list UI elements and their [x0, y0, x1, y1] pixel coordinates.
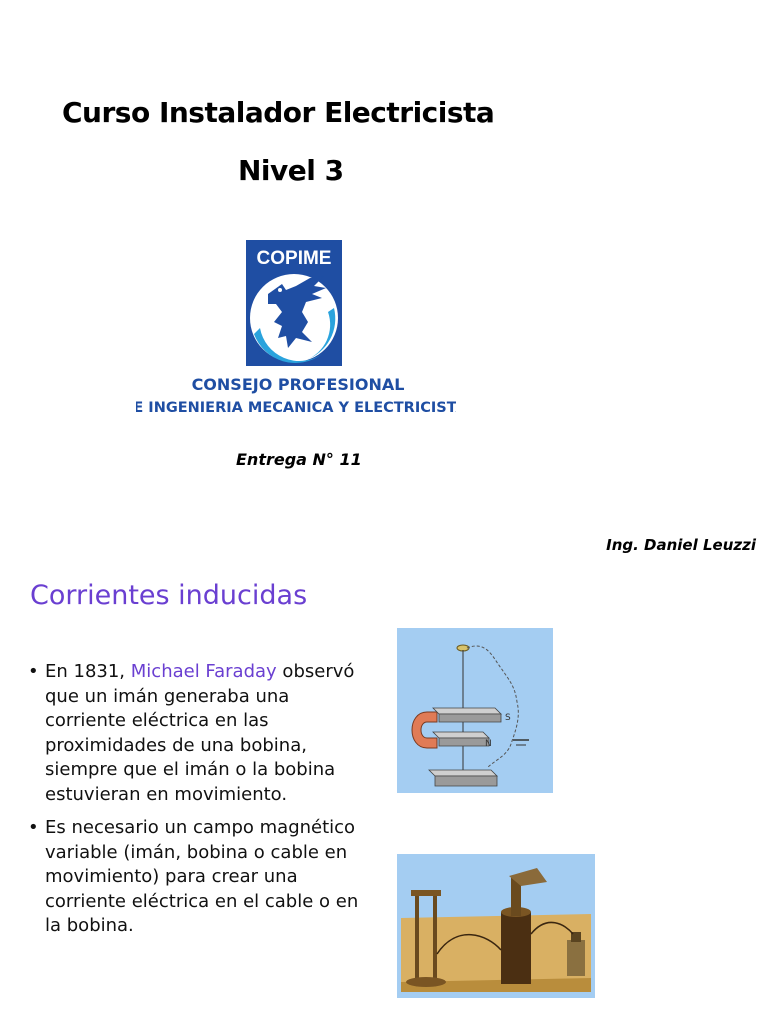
delivery-number: Entrega N° 11	[236, 450, 362, 469]
pole-s-label: S	[505, 713, 511, 723]
logo-line-2: DE INGENIERIA MECANICA Y ELECTRICISTA	[136, 400, 456, 416]
author-name: Ing. Daniel Leuzzi	[606, 536, 756, 554]
bullet-2-text: Es necesario un campo magnético variable (imán, bobina o cable en movimiento) para crear una corriente eléctrica en el cable o en la bobina.	[45, 817, 359, 936]
bullet-1-prefix: En 1831,	[45, 661, 131, 682]
bullet-variable-field	[28, 816, 368, 939]
faraday-link[interactable]: Michael Faraday	[130, 661, 277, 682]
title-line-2: Nivel 3	[238, 154, 344, 187]
copime-emblem	[136, 238, 456, 418]
faraday-apparatus-engraving	[397, 854, 595, 998]
section-heading: Corrientes inducidas	[30, 580, 308, 611]
magnet-induction-figure	[397, 628, 553, 793]
bullet-1-text: observó que un imán generaba una corriente eléctrica en las proximidades de una bobina, siempre que el imán o la bobina estuvieran en movimiento.	[45, 661, 355, 805]
copime-logo	[136, 238, 456, 418]
logo-line-1: CONSEJO PROFESIONAL	[191, 375, 405, 394]
logo-acronym: COPIME	[256, 248, 332, 269]
bullet-faraday	[28, 660, 368, 807]
pole-n-label: N	[485, 739, 492, 749]
title-line-1: Curso Instalador Electricista	[62, 96, 495, 129]
